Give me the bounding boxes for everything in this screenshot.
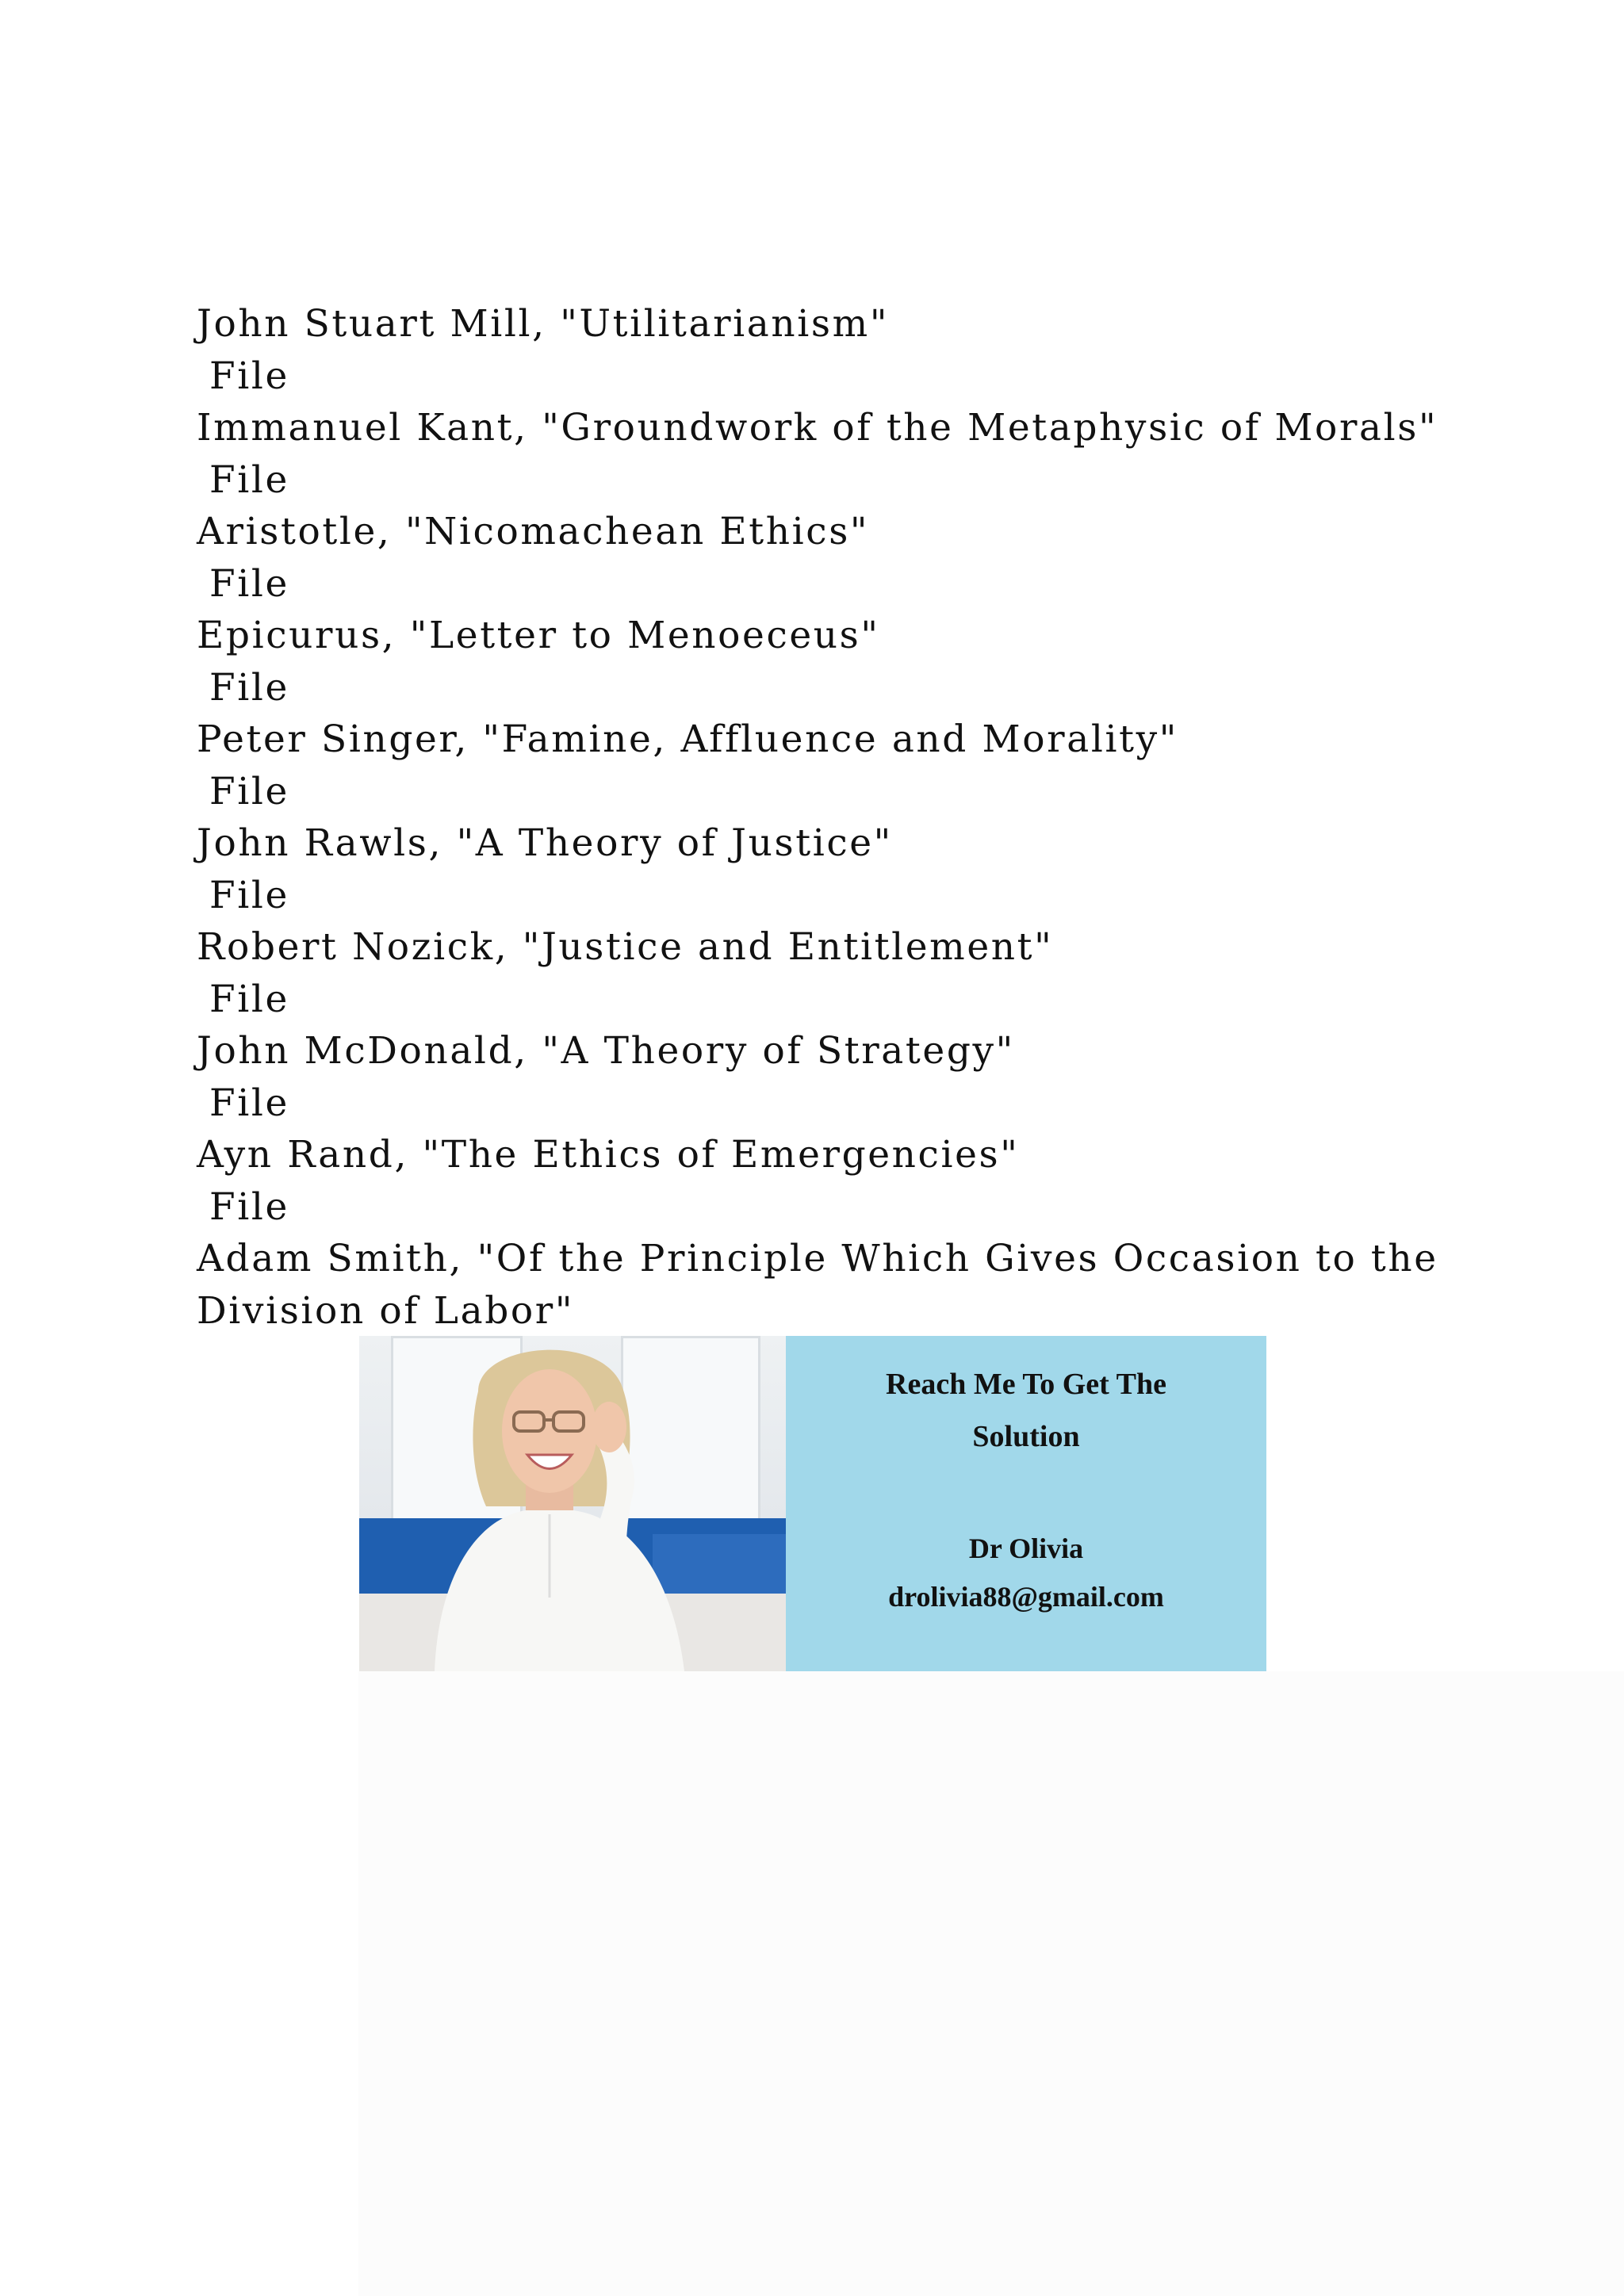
contact-banner [359, 1336, 1266, 1671]
reading-title: Robert Nozick, "Justice and Entitlement" [197, 925, 1054, 969]
contact-panel [786, 1336, 1266, 1671]
reading-title: Immanuel Kant, "Groundwork of the Metaphysic of Morals" [197, 406, 1438, 450]
contact-email[interactable]: drolivia88@gmail.com [888, 1581, 1164, 1613]
reading-title-line-1: Adam Smith, "Of the Principle Which Gives Occasion to the [197, 1237, 1438, 1280]
reading-title: Peter Singer, "Famine, Affluence and Morality" [197, 718, 1178, 761]
file-link[interactable]: File [209, 873, 289, 917]
reading-title: John Stuart Mill, "Utilitarianism" [197, 302, 890, 346]
reading-title: Ayn Rand, "The Ethics of Emergencies" [197, 1133, 1020, 1177]
reading-list [197, 298, 1438, 1337]
banner-heading [786, 1358, 1266, 1463]
reading-title: Aristotle, "Nicomachean Ethics" [197, 510, 870, 553]
page-background-fade [358, 1671, 1624, 2296]
file-link[interactable]: File [209, 561, 289, 606]
reading-title: John Rawls, "A Theory of Justice" [197, 821, 893, 865]
file-link[interactable]: File [209, 1081, 289, 1125]
file-link[interactable]: File [209, 769, 289, 813]
file-link[interactable]: File [209, 977, 289, 1021]
woman-figure [359, 1336, 786, 1671]
banner-heading-line-1: Reach Me To Get The [886, 1368, 1166, 1401]
reading-title: Epicurus, "Letter to Menoeceus" [197, 614, 880, 657]
file-link[interactable]: File [209, 354, 289, 398]
file-link[interactable]: File [209, 457, 289, 502]
file-link[interactable]: File [209, 1184, 289, 1229]
contact-name: Dr Olivia [968, 1533, 1084, 1564]
reading-title-line-2: Division of Labor" [197, 1288, 575, 1333]
banner-heading-line-2: Solution [972, 1420, 1080, 1453]
woman-photo [359, 1336, 786, 1671]
reading-title: John McDonald, "A Theory of Strategy" [197, 1029, 1015, 1073]
file-link[interactable]: File [209, 665, 289, 710]
